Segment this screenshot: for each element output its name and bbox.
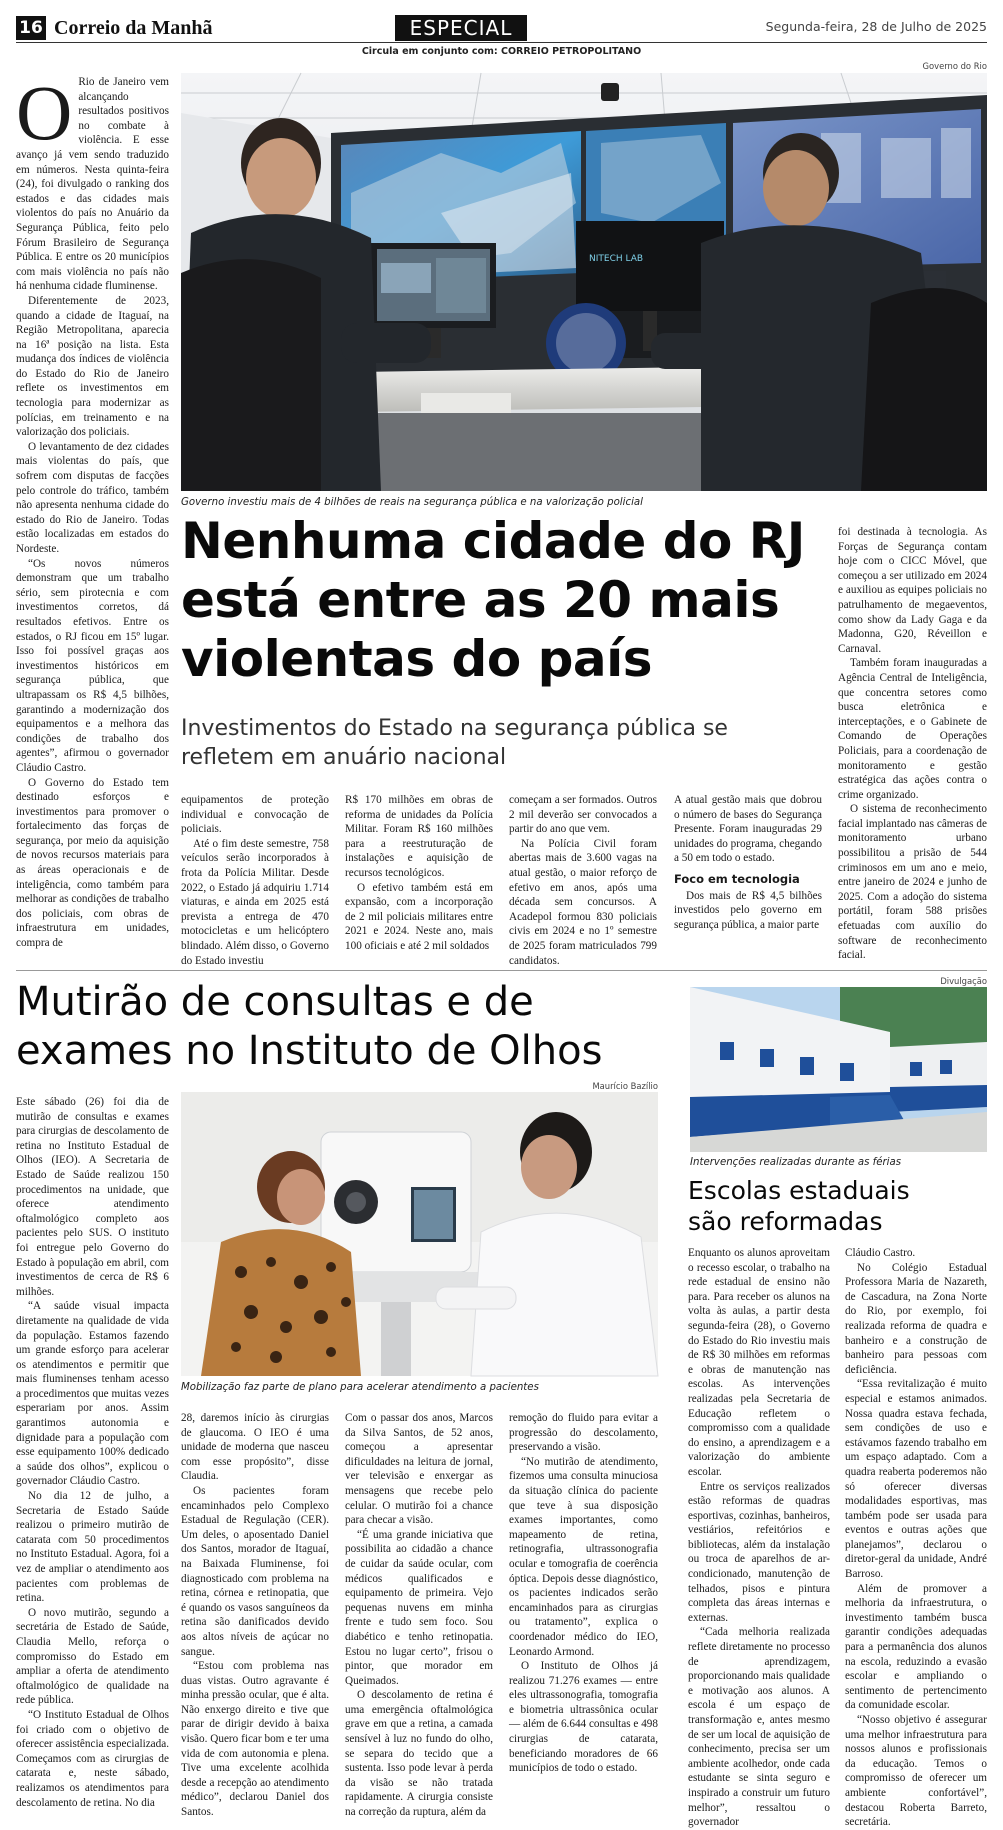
article1-paragraph: começam a ser formados. Outros 2 mil deverão ser convocados a partir do ano que vem. bbox=[509, 794, 657, 836]
page-number: 16 bbox=[16, 16, 46, 40]
article2-paragraph: “Estou com problema nas duas vistas. Outro agravante é minha pressão ocular, que é alta. Não enxergo direito e tive que parar de dirigir devido à baixa visão. Quero ficar bom e ter uma vida de com autonomia e plena. Tive uma excelente acolhida desde a recepção ao atendimento médico”, declarou Daniel dos Santos. bbox=[181, 1660, 329, 1819]
photo-credit: Governo do Rio bbox=[922, 61, 987, 71]
photo-caption: Intervenções realizadas durante as férias bbox=[690, 1157, 902, 1168]
article1-paragraph: O levantamento de dez cidades mais violentas do país, que sofrem com disputas de facções pelo controle do tráfico, também não apresenta nenhuma cidade do estado do Rio de Janeiro. Todas estão localizadas em estados do Nordeste. bbox=[16, 440, 169, 555]
header-rule bbox=[16, 42, 987, 43]
article1-column-2 bbox=[181, 793, 329, 968]
article3-paragraph: Cláudio Castro. bbox=[845, 1247, 916, 1259]
issue-date: Segunda-feira, 28 de Julho de 2025 bbox=[765, 19, 987, 34]
drop-cap: O bbox=[16, 69, 73, 156]
photo-credit: Divulgação bbox=[940, 976, 987, 986]
article1-paragraph: O Governo do Estado tem destinado esforços e investimentos para promover o fortalecimento das forças de segurança, por meio da aquisição de novos recursos materiais para as áreas operacionais e de inteligência, como também para melhorar as condições de trabalho dos policiais, com obras de infraestrutura em unidades, compra de bbox=[16, 776, 169, 950]
article2-paragraph: O Instituto de Olhos já realizou 71.276 exames — entre eles ultrassonografia, tomografia e biometria ultrassônica ocular — além de 6.644 consultas e 498 cirurgias de catarata, beneficiando moradores de 66 municípios de todo o estado. bbox=[509, 1660, 658, 1775]
article3-paragraph: “Essa revitalização é muito especial e estamos animados. Nossa quadra estava fechada, sem condições de uso e estávamos fazendo trabalho em um espaço adaptado. Com a quadra reaberta poderemos não só oferecer diversas modalidades esportivas, mas também pode ser usada para eventos e outras ações que planejamos”, declarou o diretor-geral da unidade, André Barroso. bbox=[845, 1378, 987, 1581]
control-room-photo bbox=[181, 73, 987, 491]
school-photo bbox=[690, 987, 987, 1152]
article3-column-2 bbox=[845, 1246, 987, 1830]
article1-paragraph: Diferentemente de 2023, quando a cidade de Itaguaí, na Região Metropolitana, aparecia na 16ª posição na lista. Esta mudança dos índices de violência do Estado do Rio de Janeiro reflete os investimentos em tecnologia para modernizar as polícias, em treinamento e na valorização dos policiais. bbox=[16, 294, 169, 439]
article2-headline: Mutirão de consultas e de exames no Instituto de Olhos bbox=[16, 979, 603, 1074]
section-label: ESPECIAL bbox=[395, 15, 527, 41]
article2-paragraph: 28, daremos início às cirurgias de glaucoma. O IEO é uma unidade de moderna que nasceu com esse propósito”, disse Claudia. bbox=[181, 1412, 329, 1483]
article3-paragraph: Além de promover a melhoria da infraestrutura, o investimento também busca garantir condições adequadas para a permanência dos alunos na escola, reduzindo a evasão escolar e ampliando o sentimento de pertencimento da comunidade escolar. bbox=[845, 1582, 987, 1712]
article1-paragraph: equipamentos de proteção individual e convocação de policiais. bbox=[181, 794, 329, 836]
article1-column-1 bbox=[16, 69, 169, 951]
article1-column-5 bbox=[674, 793, 822, 932]
article2-paragraph: remoção do fluido para evitar a progressão do descolamento, preservando a visão. bbox=[509, 1412, 658, 1454]
monitor-screen-text: NITECH LAB bbox=[589, 254, 644, 264]
article1-paragraph: R$ 170 milhões em obras de reforma de unidades da Polícia Militar. Foram R$ 160 milhões para a reestruturação de instalações e aquisição de recursos tecnológicos. bbox=[345, 794, 493, 879]
article2-paragraph: “O Instituto Estadual de Olhos foi criado com o objetivo de oferecer assistência especializada. Começamos com as cirurgias de catarata e, neste sábado, realizamos os atendimentos para descolamento de retina. No dia bbox=[16, 1708, 169, 1809]
article1-subhead: Investimentos do Estado na segurança pública se refletem em anuário nacional bbox=[181, 716, 728, 770]
article2-paragraph: No dia 12 de julho, a Secretaria de Estado Saúde realizou o primeiro mutirão de catarata com 50 procedimentos no Instituto Estadual. Agora, foi a vez de ampliar o atendimento aos pacientes com problemas de retina. bbox=[16, 1490, 169, 1605]
article2-paragraph: “A saúde visual impacta diretamente na qualidade de vida da população. Estamos fazendo um grande esforço para acelerar os atendimentos e permitir que mais fluminenses tenham acesso a procedimentos que muitas vezes esperariam por anos. Assim garantimos autonomia e dignidade para a população com esse equipamento 100% dedicado a saúde dos olhos”, explicou o governador Cláudio Castro. bbox=[16, 1300, 169, 1488]
article1-column-3 bbox=[345, 793, 493, 954]
article3-paragraph: “Nosso objetivo é assegurar uma melhor infraestrutura para nossos alunos e profissionais da educação. Temos o compromisso de oferecer um ambiente confortável”, destacou Roberta Barreto, secretária. bbox=[845, 1714, 987, 1829]
article2-column-3 bbox=[345, 1411, 493, 1820]
article1-paragraph: Até o fim deste semestre, 758 veículos serão incorporados à frota da Polícia Militar. Desde 2022, o Estado já adquiriu 1.714 viaturas, e ainda em 2025 está prevista a entrega de 470 motocicletas e um helicóptero blindado. Além disso, o Governo do Estado investiu bbox=[181, 837, 329, 967]
article1-paragraph: “Os novos números demonstram que um trabalho sério, sem pirotecnia e com investimentos corretos, dá resultados efetivos. Entre os estados, o RJ ficou em 15º lugar. Isso foi possível graças aos investimentos históricos em segurança pública, que ultrapassam os R$ 4,5 bilhões, garantindo a modernização dos equipamentos e a melhora das condições de trabalho dos agentes”, afirmou o governador Cláudio Castro. bbox=[16, 557, 169, 774]
article1-column-6 bbox=[838, 525, 987, 963]
article1-headline: Nenhuma cidade do RJ está entre as 20 mais violentas do país bbox=[181, 512, 805, 688]
article2-paragraph: “É uma grande iniciativa que possibilita ao cidadão a chance de cuidar da saúde ocular, com médicos qualificados e equipamento de primeira. Vejo pequenas nuvens em minha frente e tudo sem foco. Sou diabético e tenho retinopatia. Estou no lugar certo”, frisou o pintor, que morador em Queimados. bbox=[345, 1528, 493, 1687]
subheading-tecnologia: Foco em tecnologia bbox=[674, 871, 800, 886]
circulation-note: Circula em conjunto com: CORREIO PETROPOLITANO bbox=[361, 46, 642, 57]
photo-credit: Maurício Bazílio bbox=[592, 1081, 658, 1091]
article1-paragraph: Na Polícia Civil foram abertas mais de 3.600 vagas na atual gestão, o maior reforço de efetivo em anos, após uma década sem concursos. A Acadepol formou 830 policiais civis em 2024 e no 1º semestre de 2025 foram matriculados 799 candidatos. bbox=[509, 837, 657, 967]
article1-paragraph: Também foram inauguradas a Agência Central de Inteligência, que concentra setores como busca eletrônica e interceptações, e o Gabinete de Comando de Operações Policiais, para a coordenação de monitoramento e gestão estratégica das ações contra o crime organizado. bbox=[838, 657, 987, 801]
article3-paragraph: Enquanto os alunos aproveitam o recesso escolar, o trabalho na rede estadual de ensino não para. Para receber os alunos na volta às aulas, a partir desta segunda-feira (28), o Governo do Estado do Rio investiu mais de R$ 30 milhões em reformas e obras de manutenção nas escolas. As intervenções realizadas pela Secretaria de Educação refletem o compromisso com a qualidade do ensino, a aprendizagem e a valorização do ambiente escolar. bbox=[688, 1247, 830, 1478]
page-header bbox=[0, 0, 1003, 60]
article2-paragraph: O novo mutirão, segundo a secretária de Estado de Saúde, Claudia Mello, reforça o compromisso do Estado em ampliar a oferta de atendimento oftalmológico de qualidade na rede pública. bbox=[16, 1606, 169, 1707]
photo-caption: Mobilização faz parte de plano para acelerar atendimento a pacientes bbox=[181, 1382, 539, 1393]
article2-paragraph: Com o passar dos anos, Marcos da Silva Santos, de 52 anos, começou a apresentar dificuldades na leitura de jornal, ver televisão e enxergar as mensagens que recebe pelo celular. O mutirão foi a chance para checar a visão. bbox=[345, 1412, 493, 1527]
article1-paragraph: O efetivo também está em expansão, com a incorporação de 2 mil policiais militares entre 2021 e 2024. Neste ano, mais 100 oficiais e até 2 mil soldados bbox=[345, 881, 493, 952]
eye-exam-photo bbox=[181, 1092, 658, 1376]
section-divider bbox=[16, 970, 987, 971]
article1-paragraph: foi destinada à tecnologia. As Forças de Segurança contam hoje com o CICC Móvel, que começou a ser utilizado em 2024 e auxiliou as equipes policiais no patrulhamento de megaeventos, como show da Lady Gaga e da Madonna, G20, Réveillon e Carnaval. bbox=[838, 526, 987, 655]
photo-caption: Governo investiu mais de 4 bilhões de reais na segurança pública e na valorização policial bbox=[181, 497, 643, 508]
newspaper-name: Correio da Manhã bbox=[54, 17, 213, 39]
article3-headline: Escolas estaduais são reformadas bbox=[688, 1176, 910, 1236]
article3-column-1 bbox=[688, 1246, 830, 1830]
article2-paragraph: O descolamento de retina é uma emergência oftalmológica grave em que a retina, a camada sensível à luz no fundo do olho, se separa do tecido que a sustenta. Isso pode levar à perda da visão se não tratada rapidamente. A cirurgia consiste na correção da ruptura, além da bbox=[345, 1689, 493, 1819]
article2-paragraph: “No mutirão de atendimento, fizemos uma consulta minuciosa da situação clínica do paciente que teve à sua disposição exames importantes, como mapeamento de retina, retinografia, ultrassonografia ocular e tomografia de coerência óptica. Depois desse diagnóstico, os pacientes indicados serão encaminhados para as cirurgias ou tratamento”, explica o coordenador médico do IEO, Leonardo Armond. bbox=[509, 1455, 658, 1658]
article2-column-2 bbox=[181, 1411, 329, 1820]
article3-paragraph: “Cada melhoria realizada reflete diretamente no processo de aprendizagem, proporcionando mais qualidade e motivação aos alunos. A escola é um espaço de transformação e, antes mesmo de ser um local de aquisição de conhecimento, precisa ser um ambiente acolhedor, onde cada estudante se sinta seguro e inspirado a construir um futuro melhor”, ressaltou o governador bbox=[688, 1626, 830, 1829]
article2-paragraph: Este sábado (26) foi dia de mutirão de consultas e exames para cirurgias de descolamento de retina no Instituto Estadual de Olhos (IEO). A Secretaria de Estado de Saúde realizou 150 procedimentos na unidade, que oferece atendimento oftalmológico completo aos pacientes pelo SUS. O instituto foi entregue pelo Governo do Estado à população em abril, com investimentos de cerca de R$ 6 milhões. bbox=[16, 1096, 169, 1298]
article3-paragraph: Entre os serviços realizados estão reformas de quadras esportivas, cozinhas, banheiros, vestiários, refeitórios e bibliotecas, além da instalação ou troca de aparelhos de ar-condicionado, manutenção de telhados, pisos e pintura completa das áreas internas e externas. bbox=[688, 1480, 830, 1624]
article1-paragraph: A atual gestão mais que dobrou o número de bases do Segurança Presente. Foram inauguradas 29 unidades do programa, chegando a 50 em todo o estado. bbox=[674, 794, 822, 865]
article1-column-4 bbox=[509, 793, 657, 968]
article2-paragraph: Os pacientes foram encaminhados pelo Complexo Estadual de Regulação (CER). Um deles, o aposentado Daniel dos Santos, morador de Itaguaí, na Baixada Fluminense, foi diagnosticado com problema na retina, córnea e retinopatia, que é quando os vasos sanguíneos da retina são danificados devido aos altos níveis de açúcar no sangue. bbox=[181, 1484, 329, 1658]
article2-column-4 bbox=[509, 1411, 658, 1776]
article1-paragraph: Dos mais de R$ 4,5 bilhões investidos pelo governo em segurança pública, a maior parte bbox=[674, 889, 822, 931]
article2-column-1 bbox=[16, 1095, 169, 1810]
article1-paragraph: Rio de Janeiro vem alcançando resultados positivos no combate à violência. E esse avanço já vem sendo traduzido em números. Nesta quinta-feira (24), foi divulgado o ranking dos estados e das cidades mais violentos do país no Anuário da Segurança Pública, feito pelo Fórum Brasileiro de Segurança Pública. E entre os 20 municípios com mais violência no país não há nenhuma cidade fluminense. bbox=[16, 76, 169, 293]
article1-paragraph: O sistema de reconhecimento facial implantado nas câmeras de monitoramento urbano possibilitou a prisão de 544 criminosos em um ano e meio, entre janeiro de 2024 e junho de 2025. Com a adoção do sistema portátil, foram 588 prisões efetuadas com auxílio do software de reconhecimento facial. bbox=[838, 803, 987, 962]
article3-paragraph: No Colégio Estadual Professora Maria de Nazareth, de Cascadura, na Zona Norte do Rio, por exemplo, foi realizada reforma de quadra e banheiro e a construção de banheiro para pessoas com deficiência. bbox=[845, 1261, 987, 1376]
